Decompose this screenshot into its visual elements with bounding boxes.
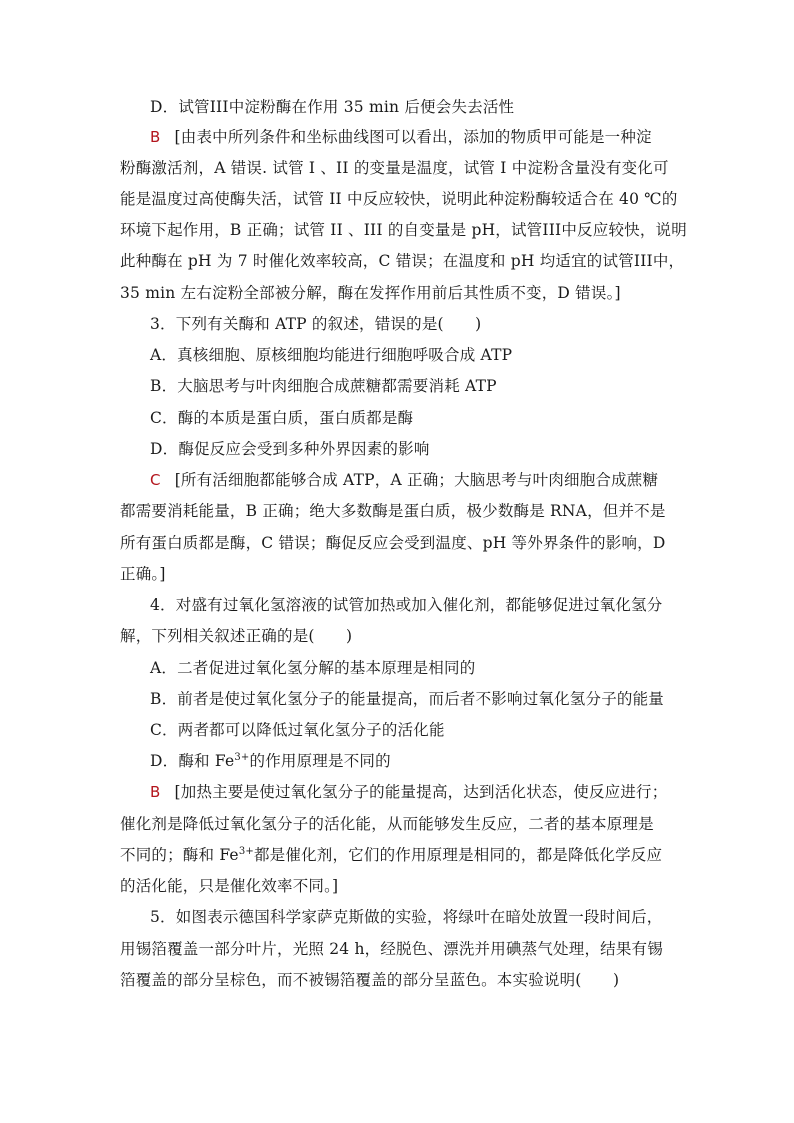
answer-explanation-3: C [所有活细胞都能够合成 ATP，A 正确；大脑思考与叶肉细胞合成蔗糖 <box>150 471 659 489</box>
option-a: A．真核细胞、原核细胞均能进行细胞呼吸合成 ATP <box>150 346 513 364</box>
text-line: 所有蛋白质都是酶，C 错误；酶促反应会受到温度、pH 等外界条件的影响，D <box>120 534 666 552</box>
text-line: 都需要消耗能量，B 正确；绝大多数酶是蛋白质，极少数酶是 RNA，但并不是 <box>120 502 666 520</box>
text-line: 粉酶激活剂，A 错误. 试管 I 、II 的变量是温度，试管 I 中淀粉含量没有变化可 <box>120 159 669 177</box>
question-3: 3．下列有关酶和 ATP 的叙述，错误的是( ) <box>150 315 482 333</box>
question-4: 4．对盛有过氧化氢溶液的试管加热或加入催化剂，都能够促进过氧化氢分 <box>150 596 663 614</box>
text-line: 正确。] <box>120 565 166 583</box>
answer-explanation-2: B [由表中所列条件和坐标曲线图可以看出，添加的物质甲可能是一种淀 <box>150 128 652 146</box>
text-line: 箔覆盖的部分呈棕色，而不被锡箔覆盖的部分呈蓝色。本实验说明( ) <box>120 971 620 989</box>
answer-letter: B <box>150 783 161 801</box>
option-b: B．前者是使过氧化氢分子的能量提高，而后者不影响过氧化氢分子的能量 <box>150 690 664 708</box>
text-line: 不同的；酶和 $Fe^{3+}$都是催化剂，它们的作用原理是相同的，都是降低化学反应 <box>120 845 663 864</box>
answer-letter: C <box>150 471 161 489</box>
text-line: 能是温度过高使酶失活，试管 II 中反应较快，说明此种淀粉酶较适合在 40 ℃的 <box>120 190 678 208</box>
option-d: D．酶和 $Fe^{3+}$的作用原理是不同的 <box>150 751 391 770</box>
option-a: A．二者促进过氧化氢分解的基本原理是相同的 <box>150 659 476 677</box>
option-b: B．大脑思考与叶肉细胞合成蔗糖都需要消耗 ATP <box>150 377 497 395</box>
option-c: C．两者都可以降低过氧化氢分子的活化能 <box>150 721 445 739</box>
text-line: 此种酶在 pH 为 7 时催化效率较高，C 错误；在温度和 pH 均适宜的试管III中， <box>120 252 685 270</box>
option-d: D．酶促反应会受到多种外界因素的影响 <box>150 440 430 458</box>
question-5: 5．如图表示德国科学家萨克斯做的实验，将绿叶在暗处放置一段时间后， <box>150 908 663 926</box>
answer-explanation-4: B [加热主要是使过氧化氢分子的能量提高，达到活化状态，使反应进行； <box>150 783 668 801</box>
text-line: 用锡箔覆盖一部分叶片，光照 24 h，经脱色、漂洗并用碘蒸气处理，结果有锡 <box>120 940 663 958</box>
text-line: 催化剂是降低过氧化氢分子的活化能，从而能够发生反应，二者的基本原理是 <box>120 815 654 833</box>
option-c: C．酶的本质是蛋白质，蛋白质都是酶 <box>150 409 414 427</box>
text-line: 35 min 左右淀粉全部被分解，酶在发挥作用前后其性质不变，D 错误。] <box>120 284 621 302</box>
text-line: 环境下起作用，B 正确；试管 II 、III 的自变量是 pH，试管III中反应较快，说明 <box>120 221 687 239</box>
text-line: 的活化能，只是催化效率不同。] <box>120 877 339 895</box>
answer-letter: B <box>150 128 161 146</box>
option-d-prev: D．试管III中淀粉酶在作用 35 min 后便会失去活性 <box>150 98 515 116</box>
text-line: 解，下列相关叙述正确的是( ) <box>120 627 353 645</box>
